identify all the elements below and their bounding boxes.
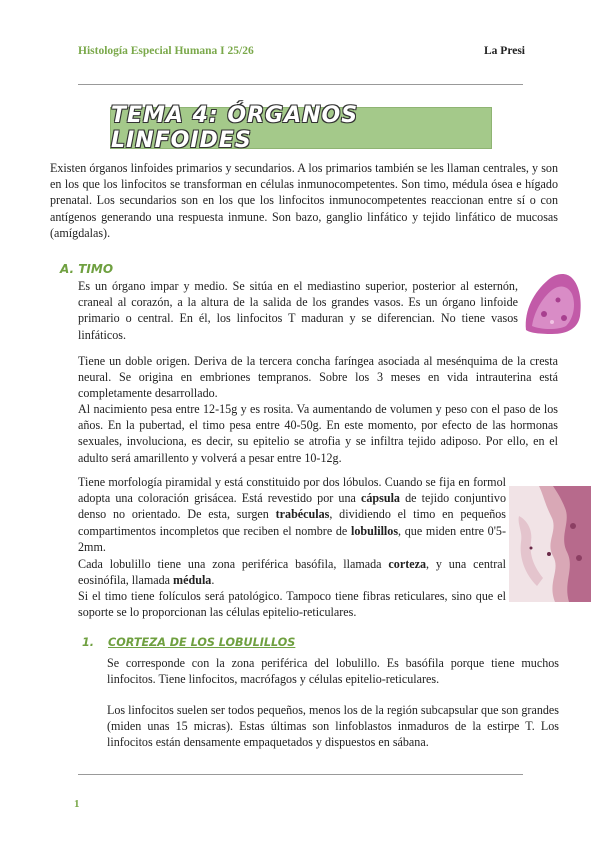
term-lobulillos: lobulillos <box>350 523 399 538</box>
page-title: TEMA 4: ÓRGANOS LINFOIDES <box>111 103 359 153</box>
timo-p5-text-a: Cada lobulillo tiene una zona periférica basófila, llamada <box>78 557 389 571</box>
timo-p5-text-c: , y una central eosinófila, llamada <box>78 557 507 588</box>
term-medula: médula <box>173 573 212 588</box>
timo-p4-text-g: , que miden entre 0'5-2mm. <box>78 523 506 554</box>
header-author: La Presi <box>484 45 525 57</box>
timo-paragraph-6: Si el timo tiene folículos será patológico. Tampoco tiene fibras reticulares, sino que el soporte se lo proporcionan las células epitelio-reticulares. <box>78 589 506 620</box>
timo-p4-text-e: , dividiendo el timo en pequeños compartimentos incompletos que reciben el nombre de <box>78 507 507 538</box>
term-trabeculas: trabéculas <box>275 507 330 522</box>
title-banner <box>110 103 492 153</box>
timo-paragraph-4 <box>78 474 506 555</box>
timo-paragraph-2: Tiene un doble origen. Deriva de la tercera concha faríngea asociada al mesénquima de la cresta neural. Se origina en embriones tempranos. Sobre los 3 meses en vida intrauterina está completamente desarrollado. <box>78 354 558 401</box>
timo-paragraph-5 <box>78 556 506 588</box>
subsection-number: 1. <box>82 636 95 649</box>
term-capsula: cápsula <box>361 491 400 506</box>
page-number: 1 <box>74 798 80 810</box>
term-corteza: corteza <box>388 557 426 571</box>
subsection-title: CORTEZA DE LOS LOBULILLOS <box>108 636 296 649</box>
timo-p4-text-c: de tejido conjuntivo denso no orientado. De esta, surgen <box>78 491 507 522</box>
section-heading-timo: A. TIMO <box>60 262 114 276</box>
corteza-paragraph-1: Se corresponde con la zona periférica del lobulillo. Es basófila porque tiene muchos linfocitos. Tiene linfocitos, macrófagos y células epitelio-reticulares. <box>107 656 559 687</box>
footer-divider <box>78 774 523 775</box>
corteza-paragraph-2: Los linfocitos suelen ser todos pequeños, menos los de la región subcapsular que son grandes (miden unas 15 micras). Estas últimas son linfoblastos inmaduros de la estirpe T. Los linfocitos están densamente empaquetados y dispuestos en sábana. <box>107 703 559 750</box>
timo-p5-text-e: . <box>211 573 215 588</box>
thymus-histology-image <box>522 270 584 336</box>
timo-p4-text-a: Tiene morfología piramidal y está constituido por dos lóbulos. Cuando se fija en formol adopta una coloración grisácea. Está revestido por una <box>78 475 506 506</box>
intro-paragraph: Existen órganos linfoides primarios y secundarios. A los primarios también se les llaman centrales, y son en los que los linfocitos se transforman en células inmunocompetentes. Son timo, médula ósea e hígado prenatal. Los secundarios son en los que los linfocitos inmunocompetentes reaccionan entre sí o con antígenos generando una respuesta inmune. Son bazo, ganglio linfático y tejido linfático de mucosas (amígdalas). <box>50 161 558 240</box>
header-course: Histología Especial Humana I 25/26 <box>78 45 254 57</box>
timo-paragraph-1: Es un órgano impar y medio. Se sitúa en el mediastino superior, posterior al esternón, craneal al corazón, a la altura de la salida de los grandes vasos. Es un órgano linfoide primario o central. En él, los linfocitos T maduran y se diferencian. No tiene vasos linfáticos. <box>78 279 518 342</box>
thymus-lobule-micrograph <box>509 486 591 602</box>
timo-paragraph-3: Al nacimiento pesa entre 12-15g y es rosita. Va aumentando de volumen y peso con el paso de los años. En la pubertad, el timo pesa entre 40-50g. En este momento, por efecto de las hormonas sexuales, involuciona, es decir, su epitelio se atrofia y se infiltra tejido adiposo. Por ello, en el adulto será amarillento y volverá a pesar entre 10-12g. <box>78 402 558 465</box>
header-divider <box>78 84 523 85</box>
subsection-heading-corteza <box>82 636 295 649</box>
